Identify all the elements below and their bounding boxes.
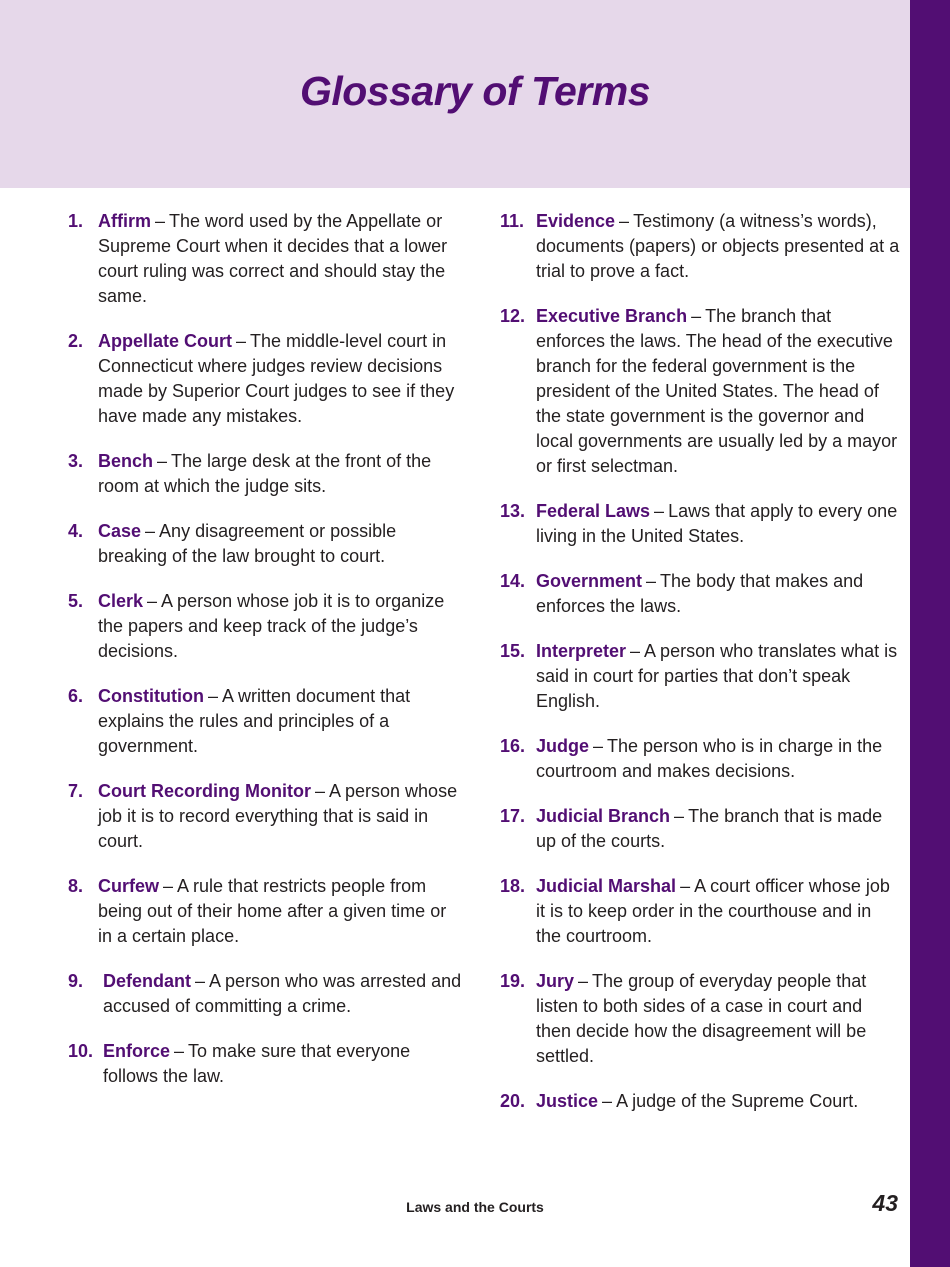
- entry-separator: –: [174, 1041, 185, 1061]
- entry-number: 11.: [500, 211, 525, 231]
- entry-term: Appellate Court: [98, 331, 233, 351]
- entry-term: Executive Branch: [536, 306, 688, 326]
- entry-text: [536, 499, 900, 549]
- entry-definition: A rule that restricts people from being out of their home after a given time or in a certain place.: [98, 876, 447, 946]
- entry-text: [536, 969, 900, 1069]
- entry-term: Evidence: [536, 211, 616, 231]
- entry-text: [98, 209, 463, 309]
- entry-text: [536, 1089, 900, 1114]
- entry-term: Affirm: [98, 211, 151, 231]
- glossary-column-right: [500, 209, 900, 1134]
- entry-definition: The body that makes and enforces the laws.: [536, 571, 864, 616]
- entry-definition: Testimony (a witness’s words), documents (papers) or objects presented at a trial to prove a fact.: [536, 211, 900, 281]
- entry-definition: Any disagreement or possible breaking of the law brought to court.: [98, 521, 397, 566]
- entry-separator: –: [207, 686, 218, 706]
- entry-term: Defendant: [103, 971, 192, 991]
- glossary-entry: [500, 639, 900, 714]
- entry-number: 19.: [500, 971, 526, 991]
- glossary-entry: [500, 969, 900, 1069]
- page-number: 43: [872, 1190, 898, 1216]
- entry-number: 14.: [500, 571, 526, 591]
- entry-term: Interpreter: [536, 641, 627, 661]
- entry-term: Judge: [536, 736, 590, 756]
- entry-term: Jury: [536, 971, 575, 991]
- glossary-entry: [68, 209, 463, 309]
- entry-number: 2.: [68, 331, 84, 351]
- entry-separator: –: [619, 211, 630, 231]
- entry-separator: –: [155, 211, 166, 231]
- glossary-entry: [500, 209, 900, 284]
- entry-number: 13.: [500, 501, 526, 521]
- entry-text: [536, 734, 900, 784]
- entry-text: [536, 569, 900, 619]
- entry-definition: The large desk at the front of the room at which the judge sits.: [98, 451, 432, 496]
- glossary-entry: [68, 874, 463, 949]
- entry-text: [98, 589, 463, 664]
- entry-term: Justice: [536, 1091, 599, 1111]
- entry-text: [98, 874, 463, 949]
- entry-definition: A judge of the Supreme Court.: [616, 1091, 859, 1111]
- glossary-entry: [68, 779, 463, 854]
- entry-number: 15.: [500, 641, 526, 661]
- glossary-column-left: [68, 209, 463, 1109]
- entry-number: 6.: [68, 686, 84, 706]
- entry-term: Government: [536, 571, 643, 591]
- entry-text: [98, 329, 463, 429]
- entry-term: Constitution: [98, 686, 204, 706]
- entry-separator: –: [147, 591, 158, 611]
- entry-separator: –: [630, 641, 641, 661]
- entry-term: Judicial Branch: [536, 806, 671, 826]
- entry-separator: –: [157, 451, 168, 471]
- entry-term: Federal Laws: [536, 501, 651, 521]
- entry-number: 8.: [68, 876, 84, 896]
- entry-definition: The branch that enforces the laws. The head of the executive branch for the federal government is the president of the United States. The head of the state government is the governor and local governments are usually led by a mayor or first selectman.: [536, 306, 898, 476]
- glossary-entry: [500, 874, 900, 949]
- entry-definition: A court officer whose job it is to keep order in the courthouse and in the courtroom.: [536, 876, 890, 946]
- entry-number: 10.: [68, 1041, 94, 1061]
- entry-definition: The person who is in charge in the courtroom and makes decisions.: [536, 736, 883, 781]
- entry-text: [98, 519, 463, 569]
- entry-definition: A written document that explains the rules and principles of a government.: [98, 686, 411, 756]
- entry-number: 5.: [68, 591, 84, 611]
- entry-text: [98, 684, 463, 759]
- entry-definition: The word used by the Appellate or Supreme Court when it decides that a lower court ruling was correct and should stay the same.: [98, 211, 448, 306]
- entry-text: [536, 804, 900, 854]
- glossary-entry: [500, 304, 900, 479]
- entry-definition: The middle-level court in Connecticut where judges review decisions made by Superior Court judges to see if they have made any mistakes.: [98, 331, 455, 426]
- glossary-entry: [68, 684, 463, 759]
- glossary-entry: [68, 589, 463, 664]
- entry-number: 16.: [500, 736, 526, 756]
- glossary-entry: [68, 329, 463, 429]
- entry-separator: –: [314, 781, 325, 801]
- entry-separator: –: [646, 571, 657, 591]
- entry-definition: The branch that is made up of the courts.: [536, 806, 883, 851]
- entry-text: [536, 639, 900, 714]
- entry-text: [536, 874, 900, 949]
- entry-definition: A person whose job it is to record everything that is said in court.: [98, 781, 458, 851]
- entry-term: Case: [98, 521, 142, 541]
- entry-definition: A person whose job it is to organize the papers and keep track of the judge’s decisions.: [98, 591, 445, 661]
- entry-term: Enforce: [103, 1041, 171, 1061]
- entry-number: 20.: [500, 1091, 526, 1111]
- glossary-entry: [500, 734, 900, 784]
- entry-separator: –: [654, 501, 665, 521]
- entry-definition: The group of everyday people that listen to both sides of a case in court and then decide how the disagreement will be settled.: [536, 971, 867, 1066]
- glossary-entry: [68, 449, 463, 499]
- entry-separator: –: [674, 806, 685, 826]
- entry-text: [536, 209, 900, 284]
- entry-separator: –: [236, 331, 247, 351]
- entry-number: 9.: [68, 971, 84, 991]
- entry-separator: –: [578, 971, 589, 991]
- entry-separator: –: [691, 306, 702, 326]
- entry-number: 7.: [68, 781, 84, 801]
- entry-term: Bench: [98, 451, 154, 471]
- entry-separator: –: [195, 971, 206, 991]
- glossary-entry: [500, 804, 900, 854]
- entry-text: [98, 449, 463, 499]
- entry-definition: To make sure that everyone follows the law.: [103, 1041, 411, 1086]
- entry-term: Clerk: [98, 591, 144, 611]
- glossary-entry: [500, 499, 900, 549]
- entry-separator: –: [680, 876, 691, 896]
- footer-label: Laws and the Courts: [406, 1199, 544, 1215]
- entry-text: [103, 969, 463, 1019]
- entry-separator: –: [593, 736, 604, 756]
- entry-definition: Laws that apply to every one living in the United States.: [536, 501, 898, 546]
- glossary-entry: [500, 569, 900, 619]
- entry-text: [98, 779, 463, 854]
- entry-number: 12.: [500, 306, 526, 326]
- entry-number: 18.: [500, 876, 526, 896]
- page-title: Glossary of Terms: [299, 68, 650, 114]
- glossary-entry: [68, 1039, 463, 1089]
- entry-term: Judicial Marshal: [536, 876, 677, 896]
- entry-number: 3.: [68, 451, 84, 471]
- glossary-entry: [68, 969, 463, 1019]
- entry-term: Curfew: [98, 876, 160, 896]
- entry-separator: –: [163, 876, 174, 896]
- entry-text: [536, 304, 900, 479]
- glossary-entry: [68, 519, 463, 569]
- entry-number: 1.: [68, 211, 84, 231]
- entry-separator: –: [602, 1091, 613, 1111]
- entry-text: [103, 1039, 463, 1089]
- entry-number: 17.: [500, 806, 526, 826]
- entry-term: Court Recording Monitor: [98, 781, 311, 801]
- glossary-entry: [500, 1089, 900, 1114]
- entry-separator: –: [145, 521, 156, 541]
- entry-definition: A person who translates what is said in court for parties that don’t speak English.: [536, 641, 898, 711]
- entry-definition: A person who was arrested and accused of committing a crime.: [103, 971, 462, 1016]
- side-accent-bar: [910, 0, 950, 1267]
- entry-number: 4.: [68, 521, 84, 541]
